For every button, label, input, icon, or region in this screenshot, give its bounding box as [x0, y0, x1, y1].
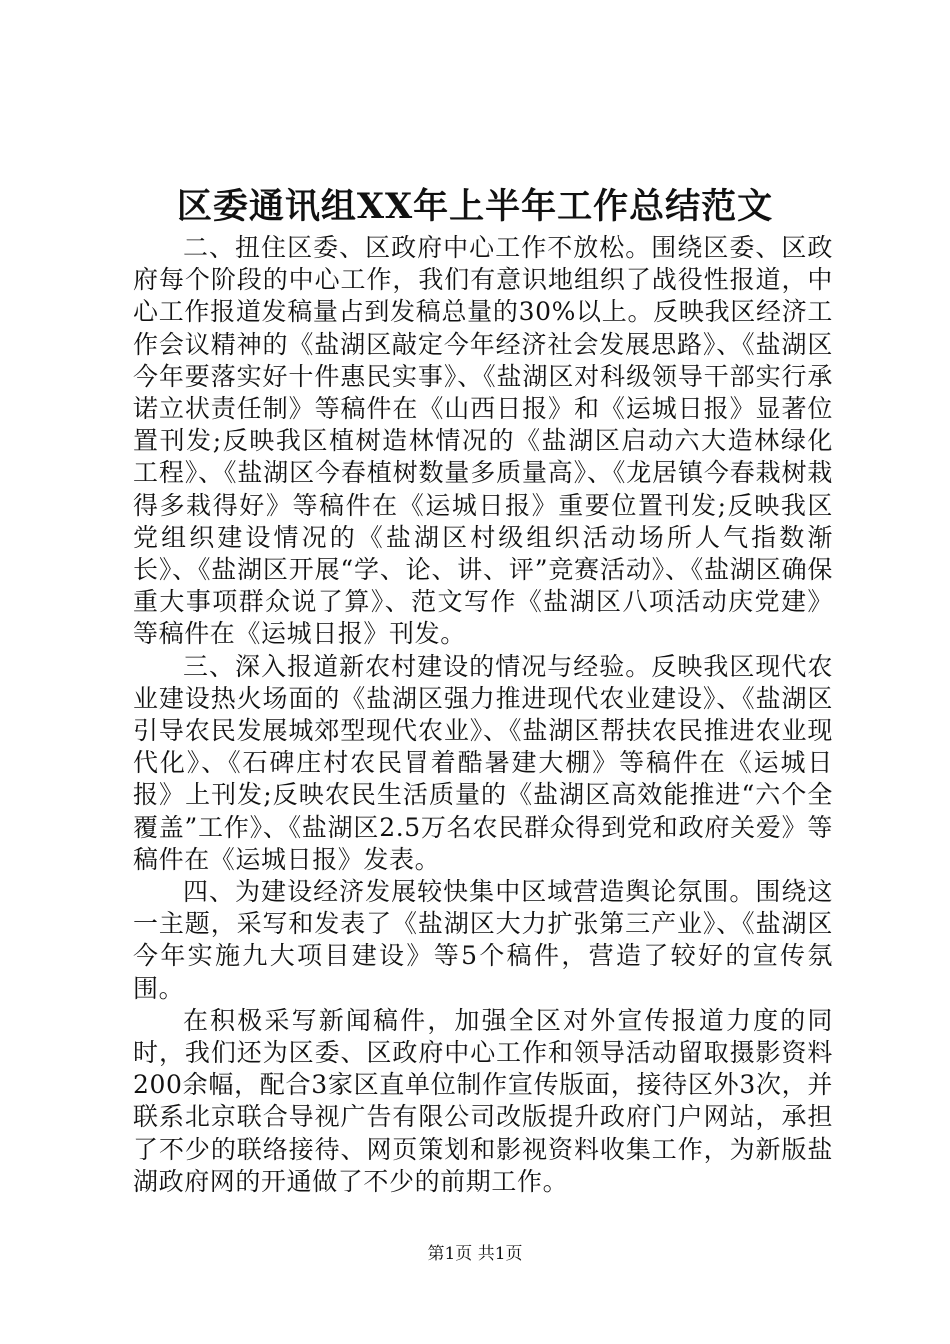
paragraph-4: 四、为建设经济发展较快集中区域营造舆论氛围。围绕这一主题，采写和发表了《盐湖区大力扩张第三产业》、《盐湖区今年实施九大项目建设》等5个稿件，营造了较好的宣传氛围。 — [133, 877, 833, 1003]
paragraph-5: 在积极采写新闻稿件，加强全区对外宣传报道力度的同时，我们还为区委、区政府中心工作和领导活动留取摄影资料200余幅，配合3家区直单位制作宣传版面，接待区外3次，并联系北京联合导视广告有限公司改版提升政府门户网站，承担了不少的联络接待、网页策划和影视资料收集工作，为新版盐湖政府网的开通做了不少的前期工作。 — [133, 1005, 833, 1196]
document-title: 区委通讯组XX年上半年工作总结范文 — [176, 186, 774, 227]
paragraph-2: 二、扭住区委、区政府中心工作不放松。围绕区委、区政府每个阶段的中心工作，我们有意识地组织了战役性报道，中心工作报道发稿量占到发稿总量的30%以上。反映我区经济工作会议精神的《盐湖区敲定今年经济社会发展思路》、《盐湖区今年要落实好十件惠民实事》、《盐湖区对科级领导干部实行承诺立状责任制》等稿件在《山西日报》和《运城日报》显著位置刊发;反映我区植树造林情况的《盐湖区启动六大造林绿化工程》、《盐湖区今春植树数量多质量高》、《龙居镇今春栽树栽得多栽得好》等稿件在《运城日报》重要位置刊发;反映我区党组织建设情况的《盐湖区村级组织活动场所人气指数渐长》、《盐湖区开展“学、论、讲、评”竞赛活动》、《盐湖区确保重大事项群众说了算》、范文写作《盐湖区八项活动庆党建》等稿件在《运城日报》刊发。 — [133, 233, 833, 649]
document-body — [133, 232, 833, 1198]
paragraph-3: 三、深入报道新农村建设的情况与经验。反映我区现代农业建设热火场面的《盐湖区强力推进现代农业建设》、《盐湖区引导农民发展城郊型现代农业》、《盐湖区帮扶农民推进农业现代化》、《石碑庄村农民冒着酷暑建大棚》等稿件在《运城日报》上刊发;反映农民生活质量的《盐湖区高效能推进“六个全覆盖”工作》、《盐湖区2.5万名农民群众得到党和政府关爱》等稿件在《运城日报》发表。 — [133, 651, 833, 874]
page-number-footer: 第1页 共1页 — [427, 1244, 523, 1264]
